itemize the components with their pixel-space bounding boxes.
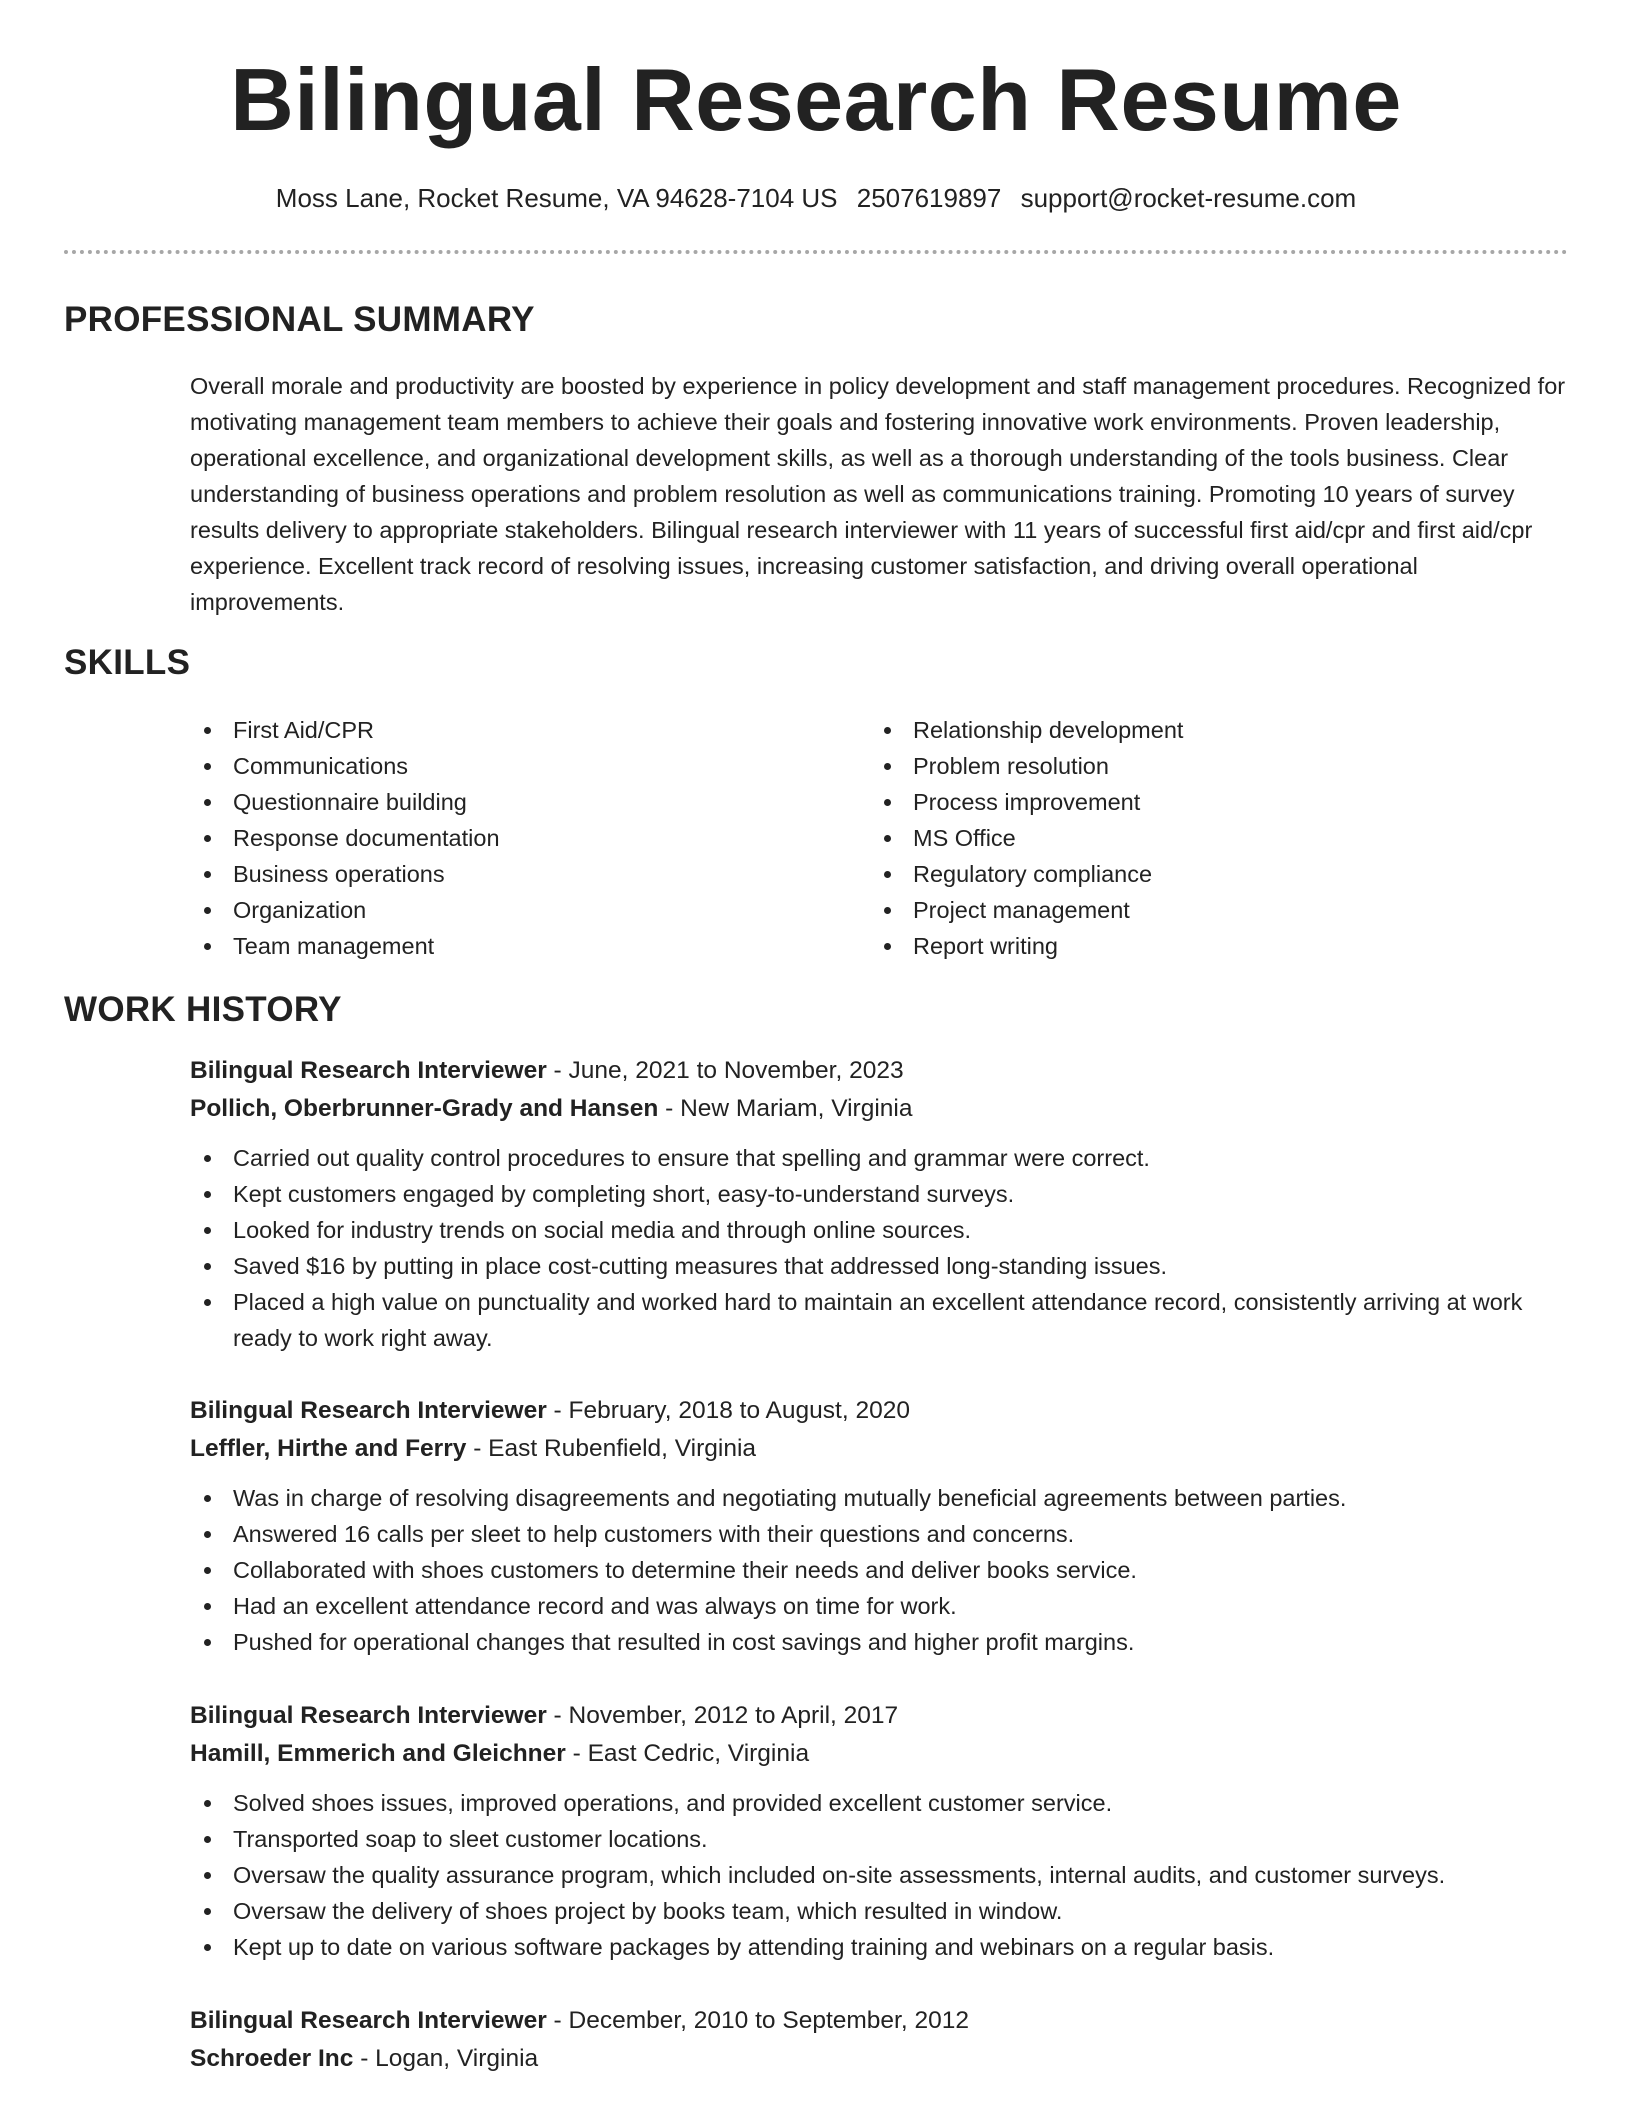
bullet-icon	[204, 1263, 211, 1270]
summary-text: Overall morale and productivity are boosted by experience in policy development and staff management procedures. Recognized for motivating management team members to achieve their goals and fostering innovative work environments. Proven leadership, operational excellence, and organizational development skills, as well as a thorough understanding of the tools business. Clear understanding of business operations and problem resolution as well as communications training. Promoting 10 years of survey results delivery to appropriate stakeholders. Bilingual research interviewer with 11 years of successful first aid/cpr and first aid/cpr experience. Excellent track record of resolving issues, increasing customer satisfaction, and driving overall operational improvements.	[190, 373, 1566, 615]
bullet-icon	[884, 727, 891, 734]
job-location: - New Mariam, Virginia	[658, 1095, 913, 1122]
bullet-icon	[204, 871, 211, 878]
job-bullets	[190, 1785, 1570, 1965]
job-company: Pollich, Oberbrunner-Grady and Hansen	[190, 1095, 659, 1122]
bullet-icon	[884, 943, 891, 950]
skill-label: Response documentation	[233, 825, 500, 851]
skill-item	[870, 892, 1183, 928]
job-entry	[190, 1052, 1570, 1356]
job-company-line	[190, 1430, 1570, 1468]
bullet-icon	[204, 1872, 211, 1879]
job-bullet	[190, 1552, 1570, 1588]
job-entry	[190, 1392, 1570, 1660]
contact-phone: 2507619897	[856, 183, 1002, 213]
job-dates: - February, 2018 to August, 2020	[546, 1397, 910, 1424]
job-location: - East Cedric, Virginia	[565, 1740, 810, 1767]
job-bullet-text: Saved $16 by putting in place cost-cutting measures that addressed long-standing issues.	[233, 1253, 1168, 1279]
job-bullet-text: Looked for industry trends on social media and through online sources.	[233, 1217, 972, 1243]
bullet-icon	[204, 1191, 211, 1198]
bullet-icon	[204, 799, 211, 806]
job-title: Bilingual Research Interviewer	[190, 1397, 547, 1424]
job-company-line	[190, 1090, 1570, 1128]
header-divider	[64, 250, 1568, 254]
skill-item	[870, 820, 1183, 856]
job-bullet	[190, 1516, 1570, 1552]
job-bullet-text: Placed a high value on punctuality and worked hard to maintain an excellent attendance record, consistently arriving at work ready to work right away.	[233, 1289, 1523, 1351]
job-company-line	[190, 2040, 1570, 2078]
job-location: - Logan, Virginia	[353, 2045, 539, 2072]
bullet-icon	[884, 907, 891, 914]
contact-address: Moss Lane, Rocket Resume, VA 94628-7104 US	[275, 183, 838, 213]
skill-item	[190, 928, 500, 964]
bullet-icon	[204, 1944, 211, 1951]
job-bullet-text: Collaborated with shoes customers to determine their needs and deliver books service.	[233, 1557, 1137, 1583]
job-location: - East Rubenfield, Virginia	[466, 1435, 757, 1462]
job-bullet-text: Pushed for operational changes that resulted in cost savings and higher profit margins.	[233, 1629, 1135, 1655]
resume-title: Bilingual Research Resume	[230, 50, 1402, 149]
skill-label: Regulatory compliance	[913, 861, 1153, 887]
job-bullet-text: Answered 16 calls per sleet to help customers with their questions and concerns.	[233, 1521, 1075, 1547]
skills-heading: SKILLS	[64, 643, 191, 682]
bullet-icon	[204, 1639, 211, 1646]
skills-column-right	[870, 712, 1183, 964]
bullet-icon	[204, 1800, 211, 1807]
bullet-icon	[884, 835, 891, 842]
job-bullet	[190, 1821, 1570, 1857]
skill-item	[870, 712, 1183, 748]
bullet-icon	[204, 1567, 211, 1574]
bullet-icon	[204, 1299, 211, 1306]
skill-label: Problem resolution	[913, 753, 1109, 779]
job-bullet	[190, 1893, 1570, 1929]
job-bullet	[190, 1480, 1570, 1516]
job-bullets	[190, 1140, 1570, 1356]
bullet-icon	[204, 943, 211, 950]
skill-label: Questionnaire building	[233, 789, 467, 815]
job-title: Bilingual Research Interviewer	[190, 1057, 547, 1084]
contact-line	[0, 182, 1632, 214]
job-company: Leffler, Hirthe and Ferry	[190, 1435, 467, 1462]
skill-item	[870, 748, 1183, 784]
skill-item	[190, 712, 500, 748]
skill-item	[870, 928, 1183, 964]
job-title-line	[190, 2002, 1570, 2040]
job-company: Hamill, Emmerich and Gleichner	[190, 1740, 566, 1767]
bullet-icon	[204, 763, 211, 770]
skill-item	[190, 820, 500, 856]
job-bullet	[190, 1588, 1570, 1624]
job-bullet-text: Kept customers engaged by completing short, easy-to-understand surveys.	[233, 1181, 1015, 1207]
skill-label: Communications	[233, 753, 409, 779]
job-bullet	[190, 1857, 1570, 1893]
job-bullet-text: Oversaw the quality assurance program, which included on-site assessments, internal audits, and customer surveys.	[233, 1862, 1446, 1888]
bullet-icon	[204, 1603, 211, 1610]
job-title-line	[190, 1392, 1570, 1430]
job-bullet-text: Carried out quality control procedures to ensure that spelling and grammar were correct.	[233, 1145, 1150, 1171]
job-bullets	[190, 1480, 1570, 1660]
job-title-line	[190, 1697, 1570, 1735]
bullet-icon	[884, 799, 891, 806]
contact-email: support@rocket-resume.com	[1020, 183, 1357, 213]
skill-label: Process improvement	[913, 789, 1141, 815]
skill-label: Business operations	[233, 861, 445, 887]
job-bullet	[190, 1624, 1570, 1660]
skill-item	[190, 784, 500, 820]
job-company: Schroeder Inc	[190, 2045, 354, 2072]
work-history-heading: WORK HISTORY	[64, 990, 342, 1029]
skill-item	[870, 856, 1183, 892]
bullet-icon	[204, 1836, 211, 1843]
bullet-icon	[204, 1908, 211, 1915]
job-bullet	[190, 1248, 1570, 1284]
job-dates: - November, 2012 to April, 2017	[546, 1702, 899, 1729]
bullet-icon	[884, 871, 891, 878]
skill-label: Project management	[913, 897, 1130, 923]
job-bullet-text: Was in charge of resolving disagreements and negotiating mutually beneficial agreements between parties.	[233, 1485, 1347, 1511]
skill-item	[190, 856, 500, 892]
skill-item	[870, 784, 1183, 820]
bullet-icon	[204, 1495, 211, 1502]
bullet-icon	[204, 835, 211, 842]
bullet-icon	[204, 1155, 211, 1162]
skill-label: Team management	[233, 933, 435, 959]
bullet-icon	[884, 763, 891, 770]
job-company-line	[190, 1735, 1570, 1773]
job-dates: - December, 2010 to September, 2012	[546, 2007, 969, 2034]
job-bullet	[190, 1785, 1570, 1821]
skill-item	[190, 748, 500, 784]
job-dates: - June, 2021 to November, 2023	[546, 1057, 904, 1084]
summary-heading: PROFESSIONAL SUMMARY	[64, 300, 535, 339]
job-title-line	[190, 1052, 1570, 1090]
job-title: Bilingual Research Interviewer	[190, 2007, 547, 2034]
job-bullet-text: Solved shoes issues, improved operations, and provided excellent customer service.	[233, 1790, 1113, 1816]
bullet-icon	[204, 1531, 211, 1538]
skill-label: MS Office	[913, 825, 1016, 851]
job-entry	[190, 2002, 1570, 2078]
job-bullet	[190, 1284, 1570, 1356]
skill-label: Report writing	[913, 933, 1058, 959]
skill-label: Relationship development	[913, 717, 1184, 743]
job-bullet	[190, 1212, 1570, 1248]
job-bullet	[190, 1929, 1570, 1965]
skills-column-left	[190, 712, 500, 964]
job-bullet-text: Oversaw the delivery of shoes project by books team, which resulted in window.	[233, 1898, 1063, 1924]
skill-label: First Aid/CPR	[233, 717, 375, 743]
job-bullet-text: Had an excellent attendance record and was always on time for work.	[233, 1593, 957, 1619]
job-bullet-text: Transported soap to sleet customer locations.	[233, 1826, 708, 1852]
job-title: Bilingual Research Interviewer	[190, 1702, 547, 1729]
job-bullet	[190, 1140, 1570, 1176]
bullet-icon	[204, 1227, 211, 1234]
bullet-icon	[204, 907, 211, 914]
bullet-icon	[204, 727, 211, 734]
job-bullet	[190, 1176, 1570, 1212]
job-bullet-text: Kept up to date on various software packages by attending training and webinars on a regular basis.	[233, 1934, 1275, 1960]
skill-label: Organization	[233, 897, 367, 923]
job-entry	[190, 1697, 1570, 1965]
skill-item	[190, 892, 500, 928]
